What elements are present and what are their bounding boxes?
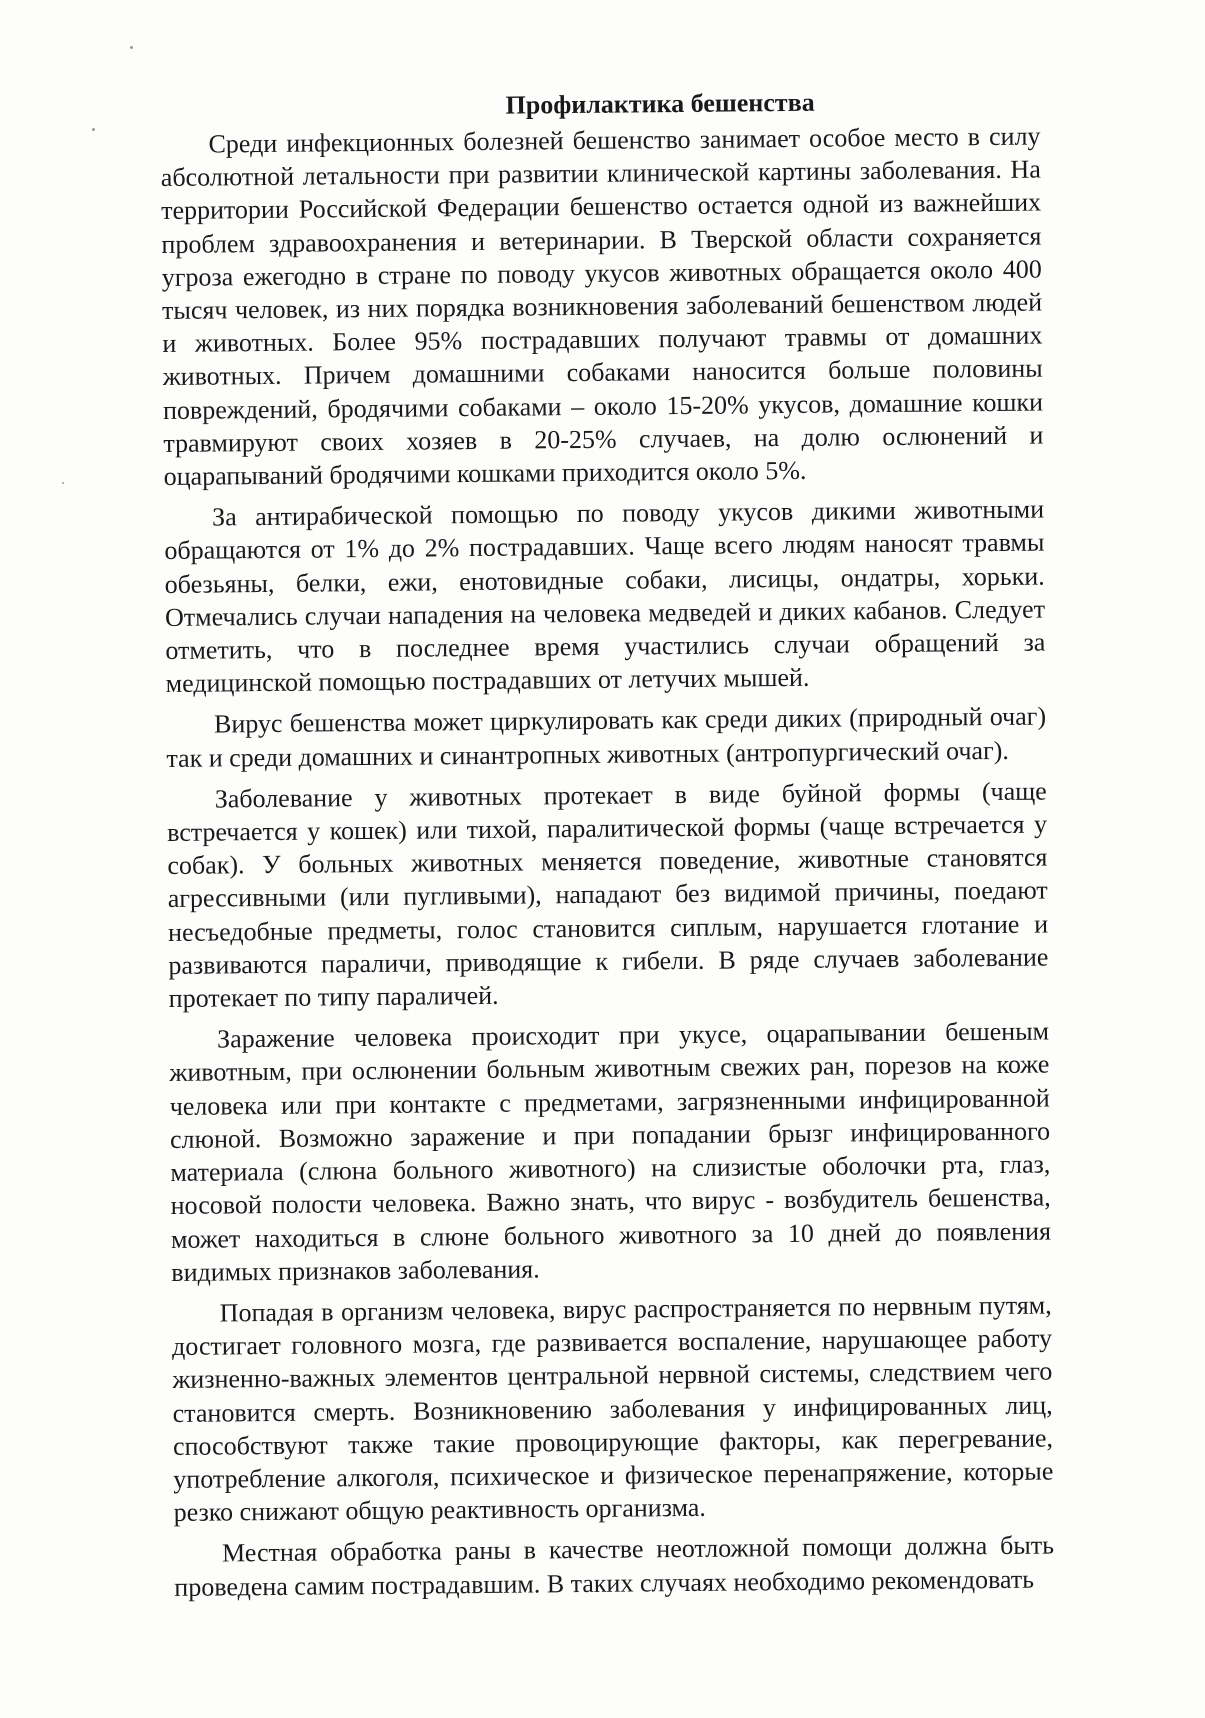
scan-speck — [92, 128, 95, 131]
paragraph: Заражение человека происходит при укусе, оцарапывании бешеным животным, при ослюнении больным животным свежих ран, порезов на коже человека или при контакте с предметами, загрязненными инфицированной слюной. Возможно заражение и при попадании брызг инфицированного материала (слюна больного животного) на слизистые оболочки рта, глаз, носовой полости человека. Важно знать, что вирус - возбудитель бешенства, может находиться в слюне больного животного за 10 дней до появления видимых признаков заболевания. — [169, 1016, 1052, 1287]
paragraph: Местная обработка раны в качестве неотложной помощи должна быть проведена самим пострадавшим. В таких случаях необходимо рекомендовать — [174, 1530, 1055, 1602]
paragraph: Среди инфекционных болезней бешенство занимает особое место в силу абсолютной летальности при развитии клинической картины заболевания. На территории Российской Федерации бешенство остается одной из важнейших проблем здравоохранения и ветеринарии. В Тверской области сохраняется угроза ежегодно в стране по поводу укусов животных обращается около 400 тысяч человек, из них порядка возникновения заболеваний бешенством людей и животных. Более 95% пострадавших получают травмы от домашних животных. Причем домашними собаками наносится больше половины повреждений, бродячими собаками – около 15-20% укусов, домашние кошки травмируют своих хозяев в 20-25% случаев, на долю ослюнений и оцарапываний бродячими кошками приходится около 5%. — [160, 121, 1044, 492]
document-title: Профилактика бешенства — [505, 87, 815, 120]
scan-speck — [62, 482, 64, 484]
paragraph: Попадая в организм человека, вирус распространяется по нервным путям, достигает головного мозга, где развивается воспаление, нарушающее работу жизненно-важных элементов центральной нервной системы, следствием чего становится смерть. Возникновению заболевания у инфицированных лиц, способствуют также такие провоцирующие факторы, как перегревание, употребление алкоголя, психическое и физическое перенапряжение, которые резко снижают общую реактивность организма. — [171, 1290, 1054, 1528]
paragraph: Заболевание у животных протекает в виде буйной формы (чаще встречается у кошек) или тихой, паралитической формы (чаще встречается у собак). У больных животных меняется поведение, животные становятся агрессивными (или пугливыми), нападают без видимой причины, поедают несъедобные предметы, голос становится сиплым, нарушается глотание и развиваются параличи, приводящие к гибели. В ряде случаев заболевание протекает по типу параличей. — [166, 776, 1049, 1014]
scan-speck — [130, 46, 133, 49]
document-body — [160, 84, 1055, 1612]
paragraph: За антирабической помощью по поводу укусов дикими животными обращаются от 1% до 2% пострадавших. Чаще всего людям наносят травмы обезьяны, белки, ежи, енотовидные собаки, лисицы, ондатры, хорьки. Отмечались случаи нападения на человека медведей и диких кабанов. Следует отметить, что в последнее время участились случаи обращений за медицинской помощью пострадавших от летучих мышей. — [164, 494, 1046, 699]
paragraph: Вирус бешенства может циркулировать как среди диких (природный очаг) так и среди домашних и синантропных животных (антропургический очаг). — [166, 701, 1047, 773]
